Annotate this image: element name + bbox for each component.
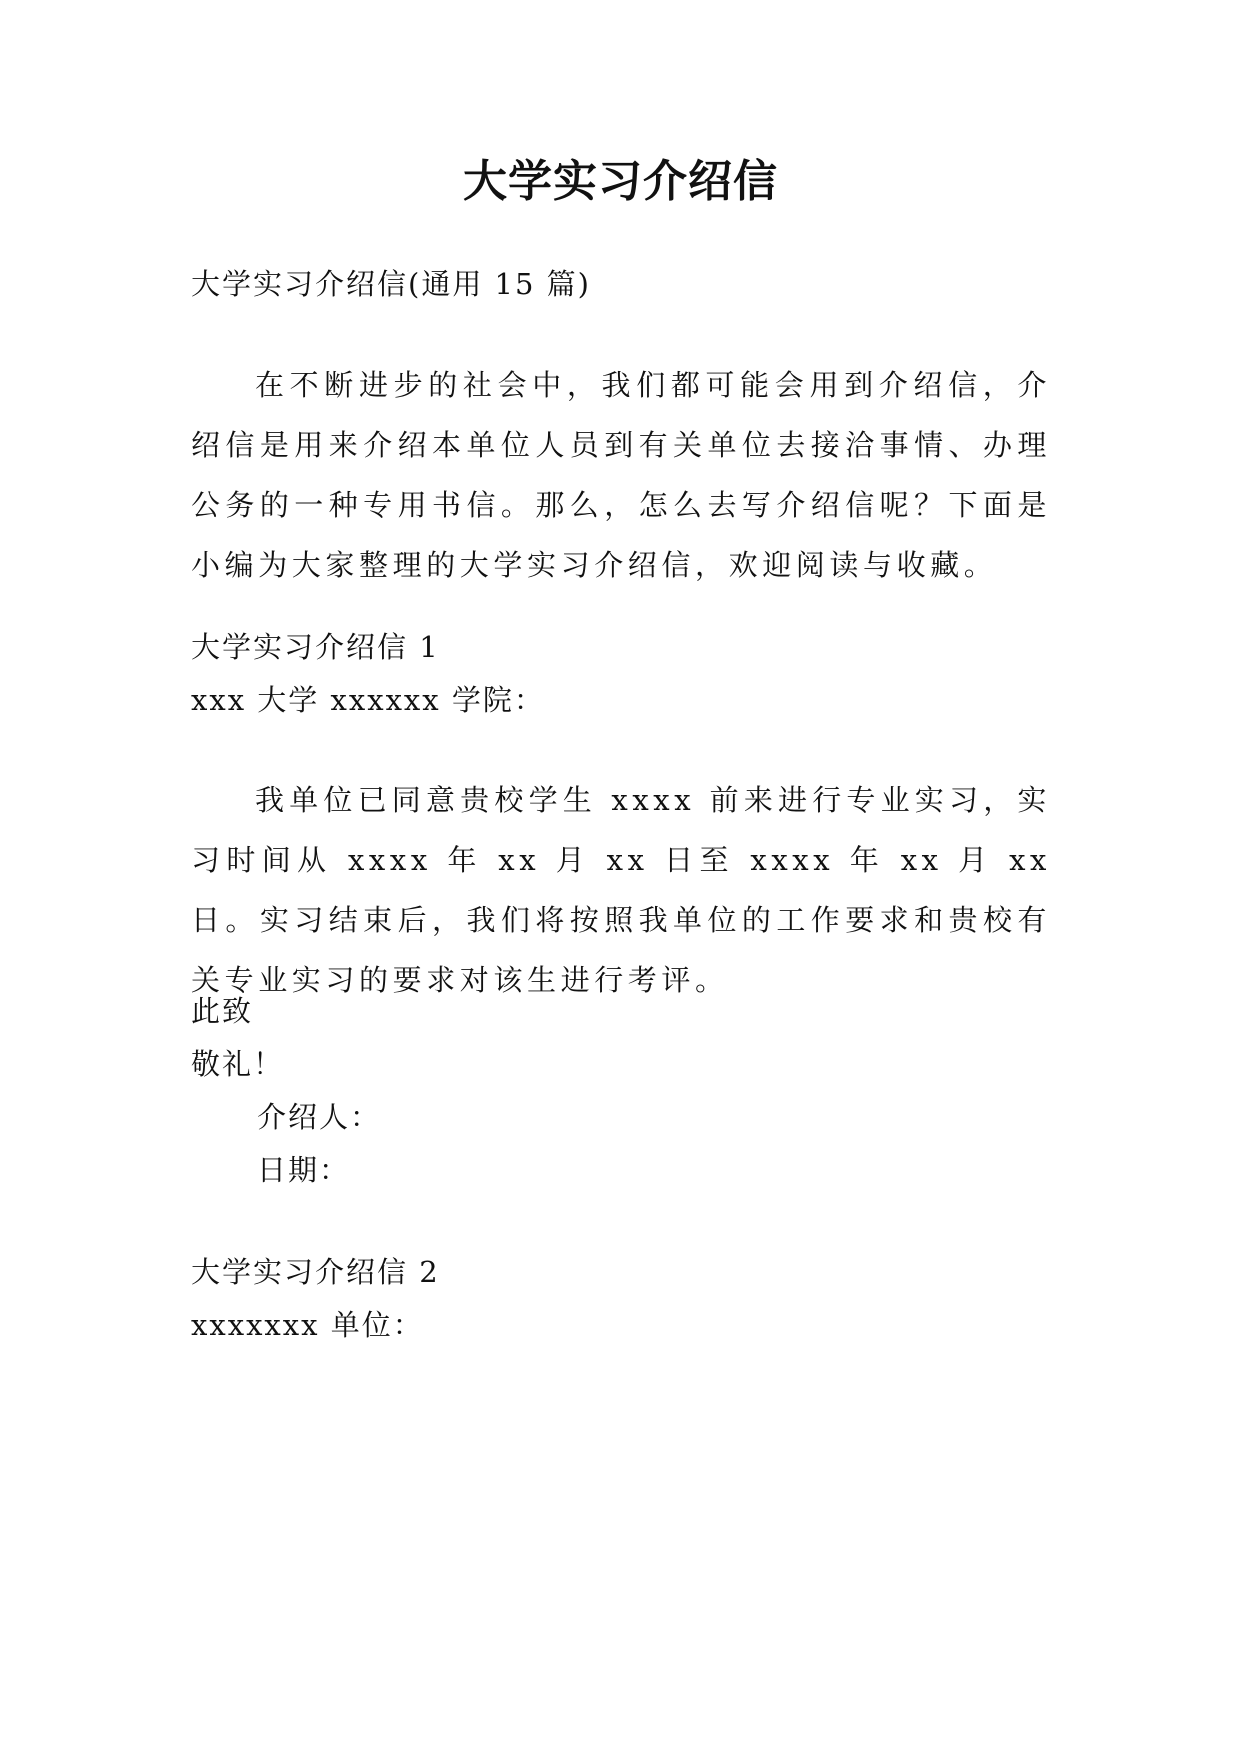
letter-1-introducer-label: 介绍人： bbox=[257, 1100, 382, 1134]
letter-1-body: 我单位已同意贵校学生 xxxx 前来进行专业实习，实习时间从 xxxx 年 xx 月 xx 日至 xxxx 年 xx 月 xx 日。实习结束后，我们将按照我单位的工作要求和贵校有关专业实习的要求对该生进行考评。 bbox=[191, 783, 1051, 997]
letter-2-salutation: xxxxxxx 单位： bbox=[191, 1308, 424, 1342]
letter-1-salutation: xxx 大学 xxxxxx 学院： bbox=[191, 683, 545, 717]
letter-1-closing-1: 此致 bbox=[191, 994, 254, 1028]
intro-paragraph: 在不断进步的社会中，我们都可能会用到介绍信，介绍信是用来介绍本单位人员到有关单位去接洽事情、办理公务的一种专用书信。那么，怎么去写介绍信呢？下面是小编为大家整理的大学实习介绍信，欢迎阅读与收藏。 bbox=[191, 368, 1051, 582]
document-title: 大学实习介绍信 bbox=[463, 156, 778, 207]
letter-1-date-label: 日期： bbox=[257, 1153, 351, 1187]
letter-1-closing-2: 敬礼！ bbox=[191, 1047, 285, 1081]
document-subtitle: 大学实习介绍信(通用 15 篇) bbox=[191, 267, 591, 301]
letter-1-heading: 大学实习介绍信 1 bbox=[191, 630, 440, 664]
letter-2-heading: 大学实习介绍信 2 bbox=[191, 1255, 440, 1289]
